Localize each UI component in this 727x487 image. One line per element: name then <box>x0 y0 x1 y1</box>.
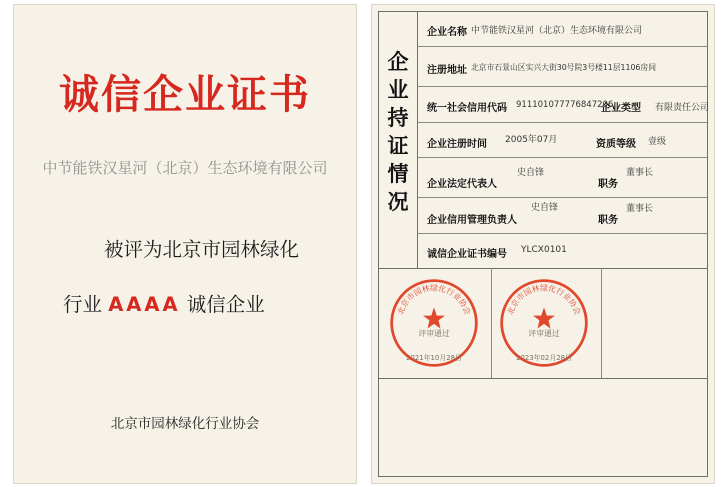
stamp-column-divider <box>601 268 602 378</box>
qualification-label: 资质等级 <box>596 139 636 150</box>
approval-stamp-1 <box>388 277 480 369</box>
company-type-label: 企业类型 <box>601 103 641 114</box>
heading-char: 企 <box>387 49 409 74</box>
award-prefix: 行业 <box>63 293 103 316</box>
credit-manager-label: 企业信用管理负责人 <box>427 215 517 226</box>
credit-code-value: 911101077776847206 <box>516 100 614 110</box>
star-icon <box>533 307 555 328</box>
legal-rep-position-label: 职务 <box>598 179 618 190</box>
certificate-title: 诚信企业证书 <box>59 71 311 118</box>
heading-char: 证 <box>387 133 409 158</box>
row-divider <box>417 157 707 158</box>
approval-stamp-2 <box>498 277 590 369</box>
credit-grade: AAAA <box>108 293 181 316</box>
award-text-line1: 被评为北京市园林绿化 <box>104 238 300 261</box>
credit-manager-position-value: 董事长 <box>626 204 654 214</box>
registration-time-value: 2005年07月 <box>505 135 558 145</box>
heading-char: 业 <box>387 77 409 102</box>
award-text-line2 <box>63 289 265 317</box>
stamp-section-bottom <box>379 378 707 379</box>
awarded-company-name: 中节能铁汉星河（北京）生态环境有限公司 <box>42 159 328 177</box>
company-name-value: 中节能铁汉星河（北京）生态环境有限公司 <box>471 26 643 36</box>
vertical-heading <box>379 48 417 216</box>
certificate-number-label: 诚信企业证书编号 <box>427 249 507 260</box>
heading-char: 情 <box>387 161 409 186</box>
issuing-association: 北京市园林绿化行业协会 <box>110 416 260 432</box>
row-divider <box>417 122 707 123</box>
credit-code-label: 统一社会信用代码 <box>427 103 507 114</box>
credit-manager-value: 史自锋 <box>531 203 559 213</box>
legal-representative-value: 史自锋 <box>517 168 545 178</box>
row-divider <box>417 197 707 198</box>
stamp-date: 2021年10月28日 <box>406 353 462 362</box>
section-divider <box>379 268 707 269</box>
registration-time-label: 企业注册时间 <box>427 139 487 150</box>
legal-rep-position-value: 董事长 <box>626 168 654 178</box>
award-suffix: 诚信企业 <box>186 293 265 316</box>
info-table <box>378 11 708 477</box>
stamp-ring-text: 北京市园林绿化行业协会 <box>505 283 583 316</box>
heading-char: 况 <box>387 189 409 214</box>
row-divider <box>417 46 707 47</box>
star-icon <box>423 307 445 328</box>
stamp-column-divider <box>491 268 492 378</box>
heading-char: 持 <box>387 105 409 130</box>
address-value: 北京市石景山区实兴大街30号院3号楼11层1106房间 <box>471 63 656 72</box>
stamp-date: 2023年02月28日 <box>516 353 572 362</box>
row-divider <box>417 233 707 234</box>
certificate-info-page <box>372 5 714 483</box>
stamp-center-text: 评审通过 <box>418 328 450 338</box>
row-divider <box>417 86 707 87</box>
qualification-value: 壹级 <box>648 137 667 147</box>
stamp-center-text: 评审通过 <box>528 328 560 338</box>
certificate-front-page <box>14 5 356 483</box>
stamp-ring-text: 北京市园林绿化行业协会 <box>395 283 473 316</box>
company-type-value: 有限责任公司 <box>655 103 710 113</box>
company-name-label: 企业名称 <box>427 27 467 38</box>
heading-divider <box>417 12 418 268</box>
legal-representative-label: 企业法定代表人 <box>427 179 497 190</box>
certificate-number-value: YLCX0101 <box>521 245 567 255</box>
credit-manager-position-label: 职务 <box>598 215 618 226</box>
address-label: 注册地址 <box>427 65 467 76</box>
